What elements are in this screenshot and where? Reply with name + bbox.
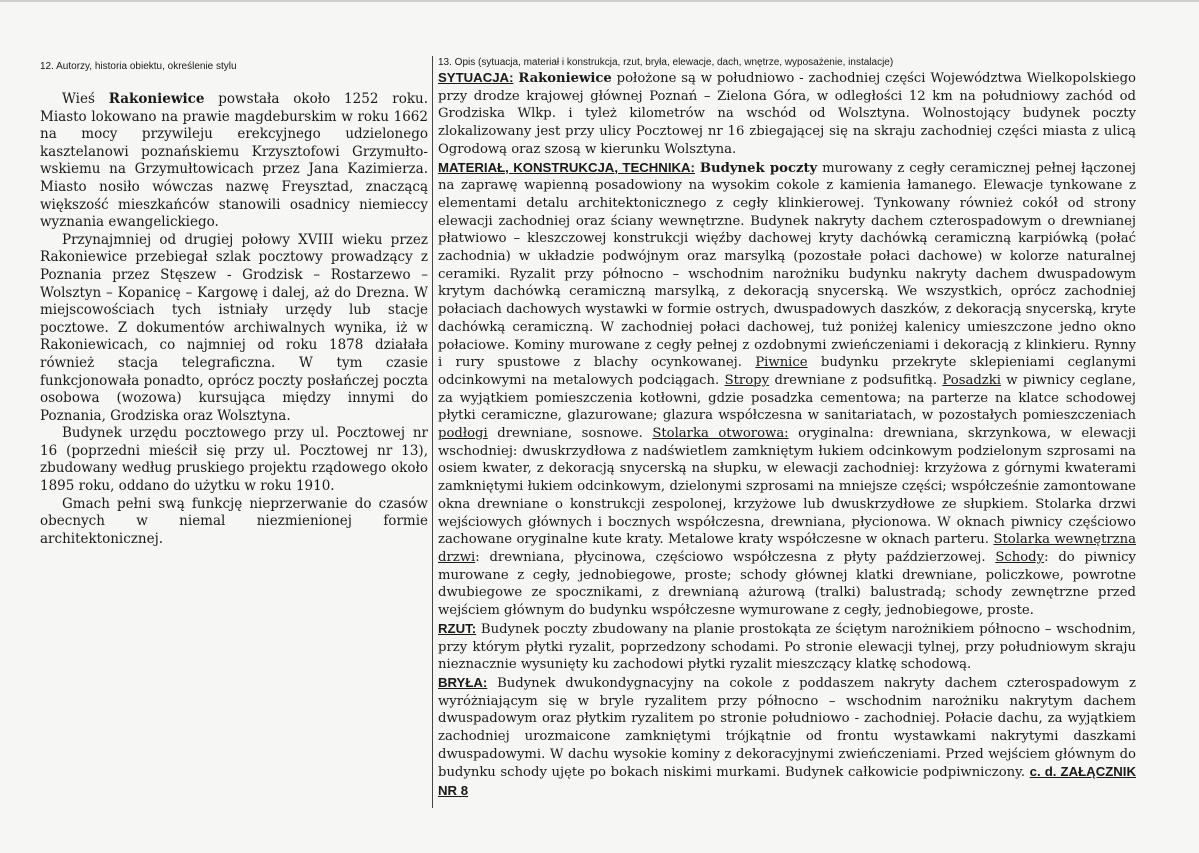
history-paragraph-4: Gmach pełni swą funkcję nieprzerwanie do czasów obecnych w niemal niezmienionej formie architektonicznej. [40,495,428,547]
attachment-reference: c. d. ZAŁĄCZNIK NR 8 [438,764,1136,799]
term-stolarka-otworowa: Stolarka otworowa: [652,426,789,442]
section-material: MATERIAŁ, KONSTRUKCJA, TECHNIKA: Budynek poczty murowany z cegły ceramicznej pełnej łączonej na zaprawę wapienną posadowiony na wysokim cokole z kamienia łamanego. Elewacje tynkowane z elementami detalu architektonicznego z cegły klinkierowej. Tynkowany również cokół od strony elewacji zachodniej oraz ściany wewnętrzne. Budynek nakryty dachem czterospadowym o drewnianej płatwiowo – kleszczowej konstrukcji więźby dachowej kryty dachówką ceramiczną karpiówką (połać zachodnia) w układzie podwójnym oraz marsylką (pozostałe połaci dachowe) w kolorze naturalnej ceramiki. Ryzalit przy północno – wschodnim narożniku budynku nakryty dachem dwuspadowym krytym dachówką ceramiczną marsylką, z dekoracją snycerską. We wszystkich, oprócz zachodniej połaciach dachowych wystawki w formie ostrych, dwuspadowych daszków, z dekoracją snycerską, kryte dachówką ceramiczną. W zachodniej połaci dachowej, tuż poniżej kalenicy umieszczone jedno okno połaciowe. Kominy murowane z cegły pełnej z ozdobnymi zwieńczeniami i dekoracją z klinkieru. Rynny i rury spustowe z blachy ocynkowanej. Piwnice budynku przekryte sklepieniami ceglanymi odcinkowymi na metalowych podciągach. Stropy drewniane z podsufitką. Posadzki w piwnicy ceglane, za wyjątkiem pomieszczenia kotłowni, gdzie posadzka cementowa; na parterze na klatce schodowej płytki ceramiczne, glazurowane; glazura współczesna w sanitariatach, w pozostałych pomieszczeniach podłogi drewniane, sosnowe. Stolarka otworowa: oryginalna: drewniana, skrzynkowa, w elewacji wschodniej: dwuskrzydłowa z nadświetlem zamkniętym łukiem odcinkowym podzielonym szprosami na osiem kwater, z dekoracją snycerską na słupku, w elewacji zachodniej: krzyżowa z górnymi kwaterami zamkniętymi łukiem odcinkowym, dzielonymi szprosami na mniejsze części; współcześnie zamontowane okna drewniane o konstrukcji zespolonej, krzyżowe lub dwuskrzydłowe ze słupkiem. Stolarka drzwi wejściowych głównych i bocznych współczesna, drewniana, płycionowa. W oknach piwnicy częściowo zachowane oryginalne kute kraty. Metalowe kraty współczesne w oknach parteru. Stolarka wewnętrzna drzwi: drewniana, płycinowa, częściowo współczesna z płyty paździerzowej. Schody: do piwnicy murowane z cegły, jednobiegowe, proste; schody głównej klatki drewniane, policzkowe, powrotne dwubiegowe ze spocznikami, z drewnianą ażurową (tralki) balustradą; schody zewnętrzne przed wejściem głównym do budynku współczesne wymurowane z cegły, jednobiegowe, proste. [438,159,1137,619]
term-stolarka-drzwi: Stolarka wewnętrzna drzwi [438,532,1136,565]
term-piwnice: Piwnice [755,355,808,371]
history-paragraph-1: Wieś Rakoniewice powstała około 1252 roku. Miasto lokowano na prawie magdeburskim w roku 1662 na mocy przywileju erekcyjnego udzielonego kasztelanowi poznańskiemu Krzysztofowi Grzymułto-wskiemu na Grzymułtowicach przez Jana Kazimierza. Miasto nosiło wówczas nazwę Freysztad, znaczącą większość mieszkańców stanowili osadnicy niemieccy wyznania ewangelickiego. [40,91,428,231]
left-column [40,60,428,548]
label-sytuacja: SYTUACJA: [438,70,514,85]
label-rzut: RZUT: [438,620,477,636]
label-material: MATERIAŁ, KONSTRUKCJA, TECHNIKA: [438,159,695,175]
term-stropy: Stropy [724,372,770,388]
section-rzut: RZUT: Budynek poczty zbudowany na planie prostokąta ze ściętym narożnikiem północno – wschodnim, przy którym płytki ryzalit, poprzedzony schodami. Po stronie elewacji tylnej, przy południowym skraju nieznacznie wysunięty ku zachodowi płytki ryzalit mieszczący klatkę schodową. [438,620,1136,673]
label-bryla: BRYŁA: [438,674,488,690]
section-bryla: BRYŁA: Budynek dwukondygnacyjny na cokole z poddaszem nakryty dachem czterospadowym z wyróżniającym się w bryle ryzalitem przy północno – wschodnim narożniku nakrytym dachem dwuspadowym oraz płytkim ryzalitem po stronie południowo - zachodniej. Połacie dachu, za wyjątkiem zachodniej urozmaicone zamkniętymi trójkątnie od frontu wystawkami nakrytymi daszkami dwuspadowymi. W dachu wysokie kominy z dekoracyjnymi zwieńczeniami. Przed wejściem głównym do budynku schody ujęte po bokach niskimi murkami. Budynek całkowicie podpiwniczony. c. d. ZAŁĄCZNIK NR 8 [438,674,1136,799]
term-schody: Schody [995,549,1045,565]
history-paragraph-2: Przynajmniej od drugiej połowy XVIII wieku przez Rakoniewice przebiegał szlak pocztowy prowadzący z Poznania przez Stęszew - Grodzisk – Rostarzewo – Wolsztyn – Kopanicę – Kargowę i dalej, aż do Drezna. W miejscowościach tych istniały urzędy lub stacje pocztowe. Z dokumentów archiwalnych wynika, iż w Rakoniewicach, co najmniej od roku 1878 działała również stacja telegraficzna. W tym czasie funkcjonowała ponadto, oprócz poczty posłańczej poczta osobowa (wozowa) kursująca między innymi do Poznania, Grodziska oraz Wolsztyna. [40,231,428,424]
right-column-heading: 13. Opis (sytuacja, materiał i konstrukcja, rzut, bryła, elewacje, dach, wnętrze, wyposażenie, instalacje) [438,57,894,68]
right-column [438,56,1136,801]
top-edge-line [0,0,1199,2]
town-name-bold: Rakoniewice [108,91,205,107]
column-divider [432,56,433,808]
left-column-heading: 12. Autorzy, historia obiektu, określenie stylu [40,61,237,72]
history-paragraph-3: Budynek urzędu pocztowego przy ul. Pocztowej nr 16 (poprzedni mieścił się przy ul. Pocztowej nr 13), zbudowany według pruskiego projektu rządowego około 1895 roku, oddano do użytku w roku 1910. [40,425,428,495]
section-sytuacja: SYTUACJA: Rakoniewice położone są w południowo - zachodniej części Województwa Wielkopolskiego przy drodze krajowej głównej Poznań – Zielona Góra, w odległości 12 km na południowy zachód od Grodziska Wlkp. i tyleż kilometrów na wschód od Wolsztyna. Wolnostojący budynek poczty zlokalizowany jest przy ulicy Pocztowej nr 16 zbiegającej się na skraju zachodniej części miasta z ulicą Ogrodową oraz szosą w kierunku Wolsztyna. [438,70,1136,157]
term-posadzki: Posadzki [942,372,1001,388]
term-podlogi: podłogi [438,426,488,442]
